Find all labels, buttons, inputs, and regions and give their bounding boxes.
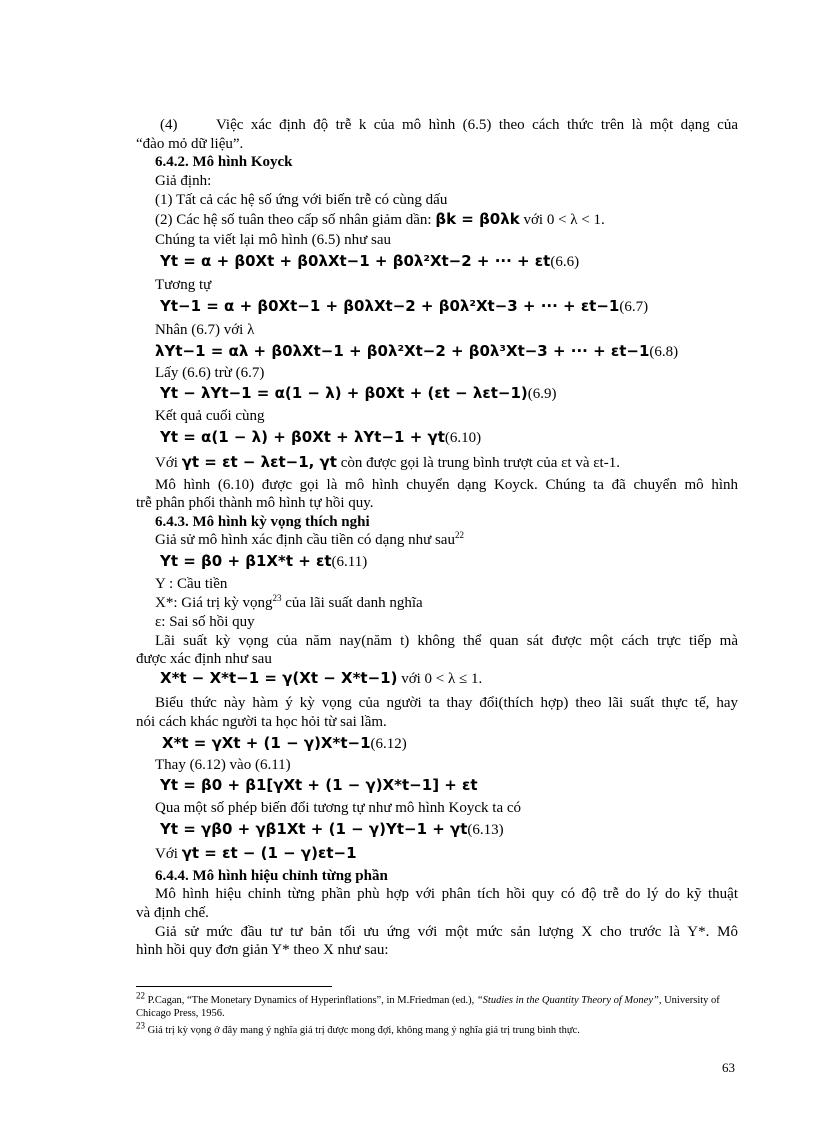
similar-text: Tương tự xyxy=(155,277,212,293)
equation-6-13 xyxy=(160,820,504,839)
assumption-2 xyxy=(155,210,605,229)
assumption-2-condition: với 0 < λ < 1. xyxy=(523,212,605,228)
multiply-text: Nhân (6.7) với λ xyxy=(155,322,255,338)
expression-meaning-line-1: Biểu thức này hàm ý kỳ vọng của người ta thay đổi(thích hợp) theo lãi suất thực tế, hay xyxy=(155,695,738,711)
substituted-equation xyxy=(160,776,478,795)
substituted-equation-formula: Yt = β0 + β1[γXt + (1 − γ)X*t−1] + εt xyxy=(160,776,478,794)
equation-6-9-formula: Yt − λYt−1 = α(1 − λ) + β0Xt + (εt − λεt−1) xyxy=(160,384,528,402)
expected-rate-line-2: được xác định như sau xyxy=(136,651,272,667)
variable-y: Y : Cầu tiền xyxy=(155,576,228,592)
section-heading-koyck: 6.4.2. Mô hình Koyck xyxy=(155,154,293,170)
item-4-continuation: “đào mỏ dữ liệu”. xyxy=(136,136,244,152)
equation-6-7-label: (6.7) xyxy=(619,299,649,315)
equation-6-8-formula: λYt−1 = αλ + β0λXt−1 + β0λ²Xt−2 + β0λ³Xt−3 + ··· + εt−1 xyxy=(155,342,650,360)
equation-6-6-formula: Yt = α + β0Xt + β0λXt−1 + β0λ²Xt−2 + ··· + εt xyxy=(160,252,551,270)
equation-6-10 xyxy=(160,428,481,447)
equation-6-13-formula: Yt = γβ0 + γβ1Xt + (1 − γ)Yt−1 + γt xyxy=(160,820,468,838)
variable-epsilon: ε: Sai số hồi quy xyxy=(155,614,255,630)
optimal-investment-line-1: Giả sử mức đầu tư tư bản tối ưu ứng với một mức sản lượng X cho trước là Y*. Mô xyxy=(155,924,738,940)
equation-6-6-label: (6.6) xyxy=(550,254,580,270)
adaptive-equation-formula: X*t − X*t−1 = γ(Xt − X*t−1) xyxy=(160,669,398,687)
footnote-23: $^{23}$ Giá trị kỳ vọng ở đây mang ý nghĩa giá trị được mong đợi, không mang ý nghĩa giá trị trung bình thực. xyxy=(136,1020,580,1036)
expected-rate-line-1: Lãi suất kỳ vọng của năm nay(năm t) không thể quan sát được một cách trực tiếp mà xyxy=(155,633,738,649)
item-4-text: Việc xác định độ trễ k của mô hình (6.5) theo cách thức trên là một dạng của xyxy=(216,117,738,133)
footnote-ref-22: 22 xyxy=(454,530,464,540)
transform-text: Qua một số phép biến đổi tương tự như mô hình Koyck ta có xyxy=(155,800,522,816)
equation-6-12-formula: X*t = γXt + (1 − γ)X*t−1 xyxy=(162,734,371,752)
equation-6-13-label: (6.13) xyxy=(467,822,504,838)
subtract-text: Lấy (6.6) trừ (6.7) xyxy=(155,365,265,381)
footnote-ref-23: 23 xyxy=(272,593,282,603)
substitute-text: Thay (6.12) vào (6.11) xyxy=(155,757,291,773)
section-heading-partial-adjustment: 6.4.4. Mô hình hiệu chỉnh từng phần xyxy=(155,868,388,884)
gamma-definition-2-formula: γt = εt − (1 − γ)εt−1 xyxy=(181,844,357,862)
equation-6-10-label: (6.10) xyxy=(444,430,482,446)
equation-6-10-formula: Yt = α(1 − λ) + β0Xt + λYt−1 + γt xyxy=(160,428,445,446)
expression-meaning-line-2: nói cách khác người ta học hỏi từ sai lầm. xyxy=(136,714,387,730)
koyck-paragraph-line-1: Mô hình (6.10) được gọi là mô hình chuyển dạng Koyck. Chúng ta đã chuyển mô hình xyxy=(155,477,738,493)
equation-6-12-label: (6.12) xyxy=(370,736,407,752)
equation-6-12 xyxy=(162,734,407,753)
item-4 xyxy=(160,116,738,134)
equation-6-6 xyxy=(160,252,579,271)
money-demand-intro: Giả sử mô hình xác định cầu tiền có dạng như sau$^{22}$ xyxy=(155,530,464,548)
adaptive-equation-condition: với 0 < λ ≤ 1. xyxy=(401,671,483,687)
variable-x-star: X*: Giá trị kỳ vọng$^{23}$ của lãi suất danh nghĩa xyxy=(155,593,423,611)
gamma-definition-2: Với γt = εt − (1 − γ)εt−1 xyxy=(155,844,357,862)
footnote-22: $^{22}$ P.Cagan, “The Monetary Dynamics of Hyperinflations”, in M.Friedman (ed.), “Studies in the Quantity Theory of Money”, University of Chicago Press, 1956. xyxy=(136,990,720,1019)
item-4-number: (4) xyxy=(160,117,178,133)
equation-6-11-formula: Yt = β0 + β1X*t + εt xyxy=(160,552,332,570)
assumption-2-text: (2) Các hệ số tuân theo cấp số nhân giảm dần: xyxy=(155,212,432,228)
footnote-separator xyxy=(136,986,332,987)
moving-average-note xyxy=(155,453,620,472)
geometric-decay-formula: βk = β0λk xyxy=(435,210,520,228)
adaptive-equation xyxy=(160,669,482,688)
equation-6-8-label: (6.8) xyxy=(649,344,679,360)
equation-6-7 xyxy=(160,297,648,316)
assumption-label: Giả định: xyxy=(155,173,212,189)
equation-6-7-formula: Yt−1 = α + β0Xt−1 + β0λXt−2 + β0λ²Xt−3 + ··· + εt−1 xyxy=(160,297,620,315)
koyck-paragraph-line-2: trễ phân phối thành mô hình tự hồi quy. xyxy=(136,495,374,511)
partial-adjustment-line-1: Mô hình hiệu chỉnh từng phần phù hợp với phân tích hồi quy có độ trễ do lý do kỹ thuật xyxy=(155,886,738,902)
rewrite-text: Chúng ta viết lại mô hình (6.5) như sau xyxy=(155,232,392,248)
gamma-definition: γt = εt − λεt−1, γt xyxy=(181,453,337,471)
with-word: Với xyxy=(155,455,178,471)
result-text: Kết quả cuối cùng xyxy=(155,408,265,424)
optimal-investment-line-2: hình hồi quy đơn giản Y* theo X như sau: xyxy=(136,942,389,958)
page-number: 63 xyxy=(722,1060,735,1075)
equation-6-11-label: (6.11) xyxy=(331,554,368,570)
assumption-1: (1) Tất cả các hệ số ứng với biến trễ có cùng dấu xyxy=(155,192,448,208)
section-heading-adaptive-expectation: 6.4.3. Mô hình kỳ vọng thích nghi xyxy=(155,514,370,530)
moving-average-text: còn được gọi là trung bình trượt của εt và εt-1. xyxy=(340,455,620,471)
partial-adjustment-line-2: và định chế. xyxy=(136,905,209,921)
equation-6-11 xyxy=(160,552,367,571)
equation-6-9-label: (6.9) xyxy=(527,386,557,402)
equation-6-9 xyxy=(160,384,557,403)
equation-6-8 xyxy=(155,342,678,361)
